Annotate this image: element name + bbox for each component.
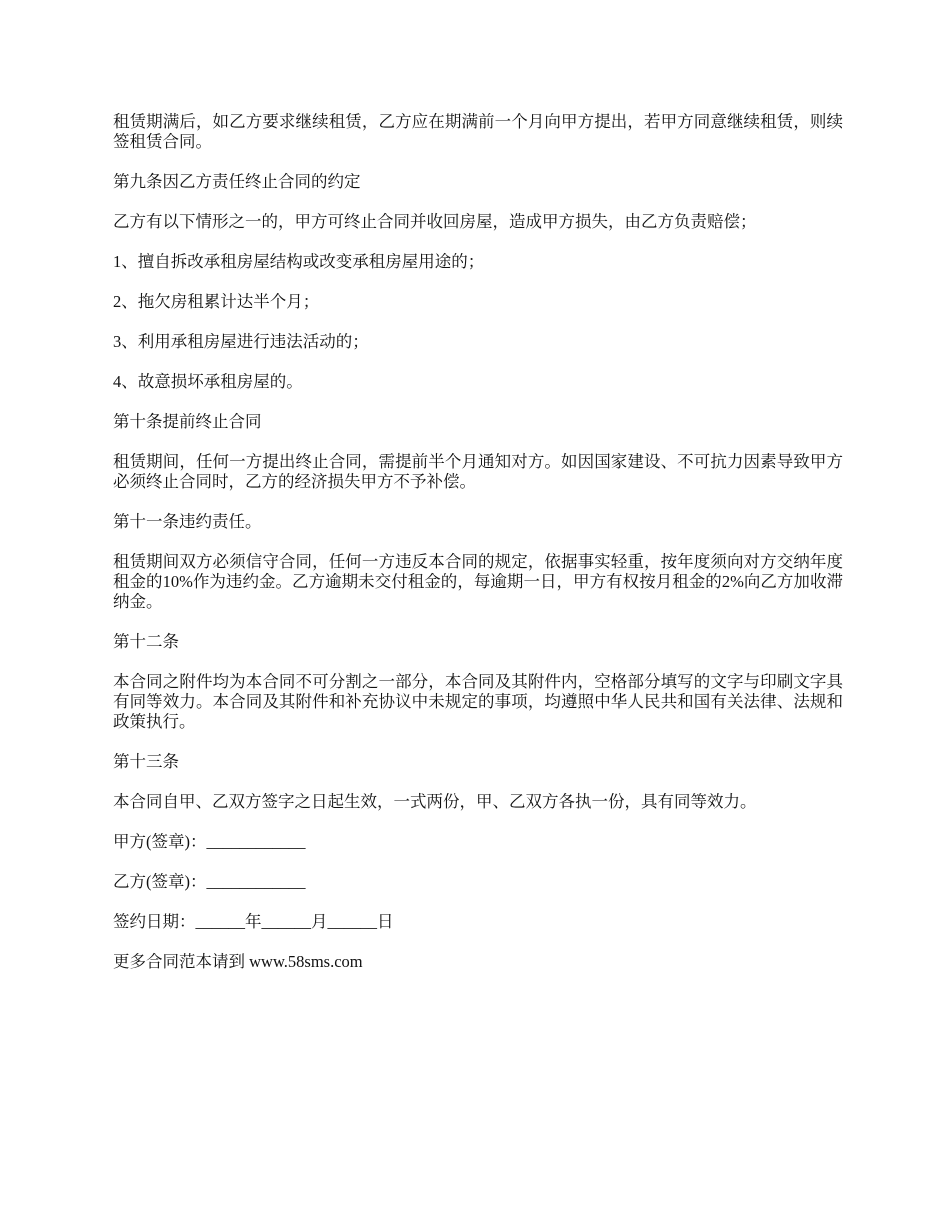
signature-party-a: 甲方(签章)：____________ xyxy=(113,832,306,851)
list-item-4: 4、故意损坏承租房屋的。 xyxy=(113,372,303,391)
heading-article-11: 第十一条违约责任。 xyxy=(113,512,262,531)
paragraph-early-termination: 租赁期间，任何一方提出终止合同，需提前半个月通知对方。如因国家建设、不可抗力因素导致甲方必须终止合同时，乙方的经济损失甲方不予补偿。 xyxy=(113,452,843,491)
footer-more-templates: 更多合同范本请到 www.58sms.com xyxy=(113,952,363,971)
paragraph-effectiveness: 本合同自甲、乙双方签字之日起生效，一式两份，甲、乙双方各执一份，具有同等效力。 xyxy=(113,792,757,811)
signature-party-b: 乙方(签章)：____________ xyxy=(113,872,306,891)
paragraph-attachments: 本合同之附件均为本合同不可分割之一部分，本合同及其附件内，空格部分填写的文字与印刷文字具有同等效力。本合同及其附件和补充协议中未规定的事项，均遵照中华人民共和国有关法律、法规和政策执行。 xyxy=(113,672,843,731)
paragraph-termination-conditions: 乙方有以下情形之一的，甲方可终止合同并收回房屋，造成甲方损失，由乙方负责赔偿； xyxy=(113,212,757,231)
heading-article-13: 第十三条 xyxy=(113,752,179,771)
list-item-3: 3、利用承租房屋进行违法活动的； xyxy=(113,332,369,351)
heading-article-12: 第十二条 xyxy=(113,632,179,651)
paragraph-breach-liability: 租赁期间双方必须信守合同，任何一方违反本合同的规定，依据事实轻重，按年度须向对方交纳年度租金的10%作为违约金。乙方逾期未交付租金的，每逾期一日，甲方有权按月租金的2%向乙方加收滞纳金。 xyxy=(113,552,843,611)
document-page xyxy=(113,112,843,992)
list-item-1: 1、擅自拆改承租房屋结构或改变承租房屋用途的； xyxy=(113,252,485,271)
paragraph-lease-renewal: 租赁期满后，如乙方要求继续租赁，乙方应在期满前一个月向甲方提出，若甲方同意继续租赁，则续签租赁合同。 xyxy=(113,112,843,151)
heading-article-10: 第十条提前终止合同 xyxy=(113,412,262,431)
signing-date: 签约日期：______年______月______日 xyxy=(113,912,394,931)
heading-article-9: 第九条因乙方责任终止合同的约定 xyxy=(113,172,361,191)
list-item-2: 2、拖欠房租累计达半个月； xyxy=(113,292,320,311)
